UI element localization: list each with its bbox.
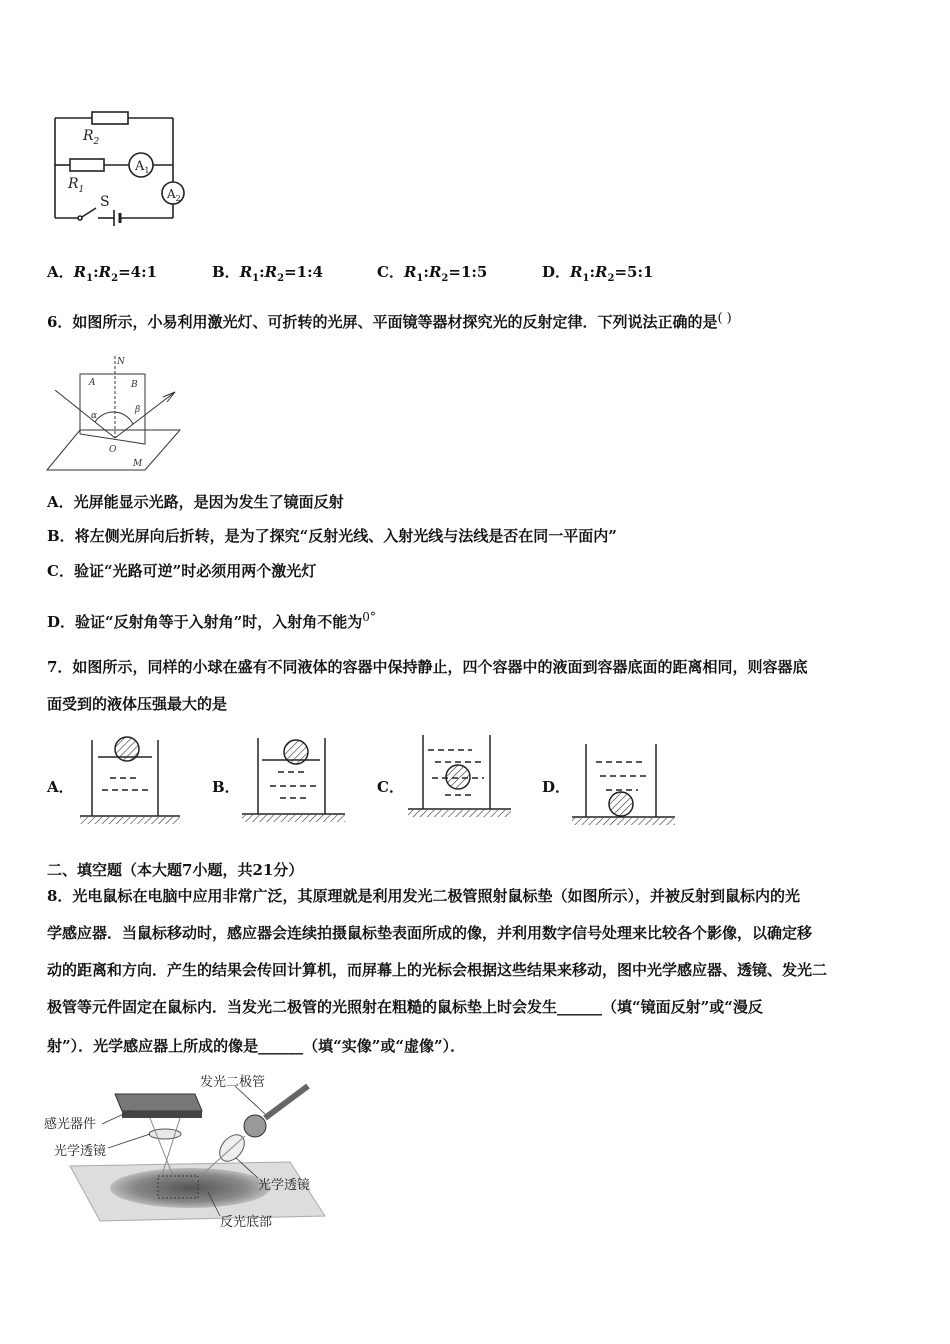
q6-stem: 6．如图所示，小易利用激光灯、可折转的光屏、平面镜等器材探究光的反射定律．下列说法正确的是( ): [47, 311, 732, 331]
q7-line2: 面受到的液体压强最大的是: [47, 695, 228, 713]
circuit-diagram: [40, 100, 200, 230]
sensor-label: 感光器件: [44, 1117, 97, 1132]
svg-text:B: B: [131, 380, 138, 390]
reflection-diagram: [45, 352, 185, 474]
q5-option-c[interactable]: C．$R_1:R_2=1:5$: [377, 263, 488, 284]
q7-option-c[interactable]: C．: [377, 778, 404, 796]
q8-line2: 学感应器．当鼠标移动时，感应器会连续拍摄鼠标垫表面所成的像，并利用数字信号处理来比较各个影像，以确定移: [47, 924, 813, 942]
optical-mouse-diagram: [40, 1066, 340, 1231]
q8-line5: 射”）．光学感应器上所成的像是______（填“实像”或“虚像”）．: [47, 1037, 466, 1055]
lens-left-label: 光学透镜: [54, 1144, 107, 1159]
q6-option-c[interactable]: C．验证“光路可逆”时必须用两个激光灯: [47, 562, 317, 580]
zero-degree: 0°: [362, 610, 376, 624]
q5-option-d[interactable]: D．$R_1:R_2=5:1$: [542, 263, 654, 284]
q6-option-d[interactable]: D．验证“反射角等于入射角”时，入射角不能为$^{0^\circ}$: [47, 610, 376, 631]
q8-line1: 8．光电鼠标在电脑中应用非常广泛，其原理就是利用发光二极管照射鼠标垫（如图所示），并被反射到鼠标内的光: [47, 887, 800, 905]
q8-line4: 极管等元件固定在鼠标内．当发光二极管的光照射在粗糙的鼠标垫上时会发生______（填“镜面反射”或“漫反: [47, 998, 763, 1016]
ammeter-a2-label: $A_2$: [167, 187, 181, 203]
q7-option-a[interactable]: A．: [47, 778, 74, 796]
base-label: 反光底部: [220, 1215, 273, 1230]
q5-option-b[interactable]: B．$R_1:R_2=1:4$: [212, 263, 324, 284]
lens-right-label: 光学透镜: [258, 1178, 311, 1193]
q7-option-d[interactable]: D．: [542, 778, 571, 796]
q7-option-b[interactable]: B．: [212, 778, 240, 796]
led-label: 发光二极管: [200, 1075, 266, 1090]
svg-text:N: N: [117, 357, 125, 367]
svg-text:A: A: [89, 378, 96, 388]
q6-option-a[interactable]: A．光屏能显示光路，是因为发生了镜面反射: [47, 493, 344, 511]
svg-text:O: O: [109, 445, 117, 455]
svg-text:β: β: [135, 405, 141, 415]
answer-blank: ( ): [717, 311, 732, 326]
q7-line1: 7．如图所示，同样的小球在盛有不同液体的容器中保持静止，四个容器中的液面到容器底面的距离相同，则容器底: [47, 658, 808, 676]
switch-label: S: [100, 194, 110, 210]
r1-label: $R_1$: [68, 176, 85, 195]
section-heading: 二、填空题（本大题7小题，共21分）: [47, 861, 304, 879]
ammeter-a1-label: $A_1$: [135, 159, 150, 175]
r2-label: $R_2$: [83, 128, 100, 147]
q5-option-a[interactable]: A．$R_1:R_2=4:1$: [47, 263, 158, 284]
q8-line3: 动的距离和方向．产生的结果会传回计算机，而屏幕上的光标会根据这些结果来移动，图中光学感应器、透镜、发光二: [47, 961, 828, 979]
svg-text:α: α: [91, 411, 98, 421]
svg-text:M: M: [133, 459, 143, 469]
q6-option-b[interactable]: B．将左侧光屏向后折转，是为了探究“反射光线、入射光线与法线是否在同一平面内”: [47, 527, 617, 545]
containers-diagram: [40, 730, 920, 835]
